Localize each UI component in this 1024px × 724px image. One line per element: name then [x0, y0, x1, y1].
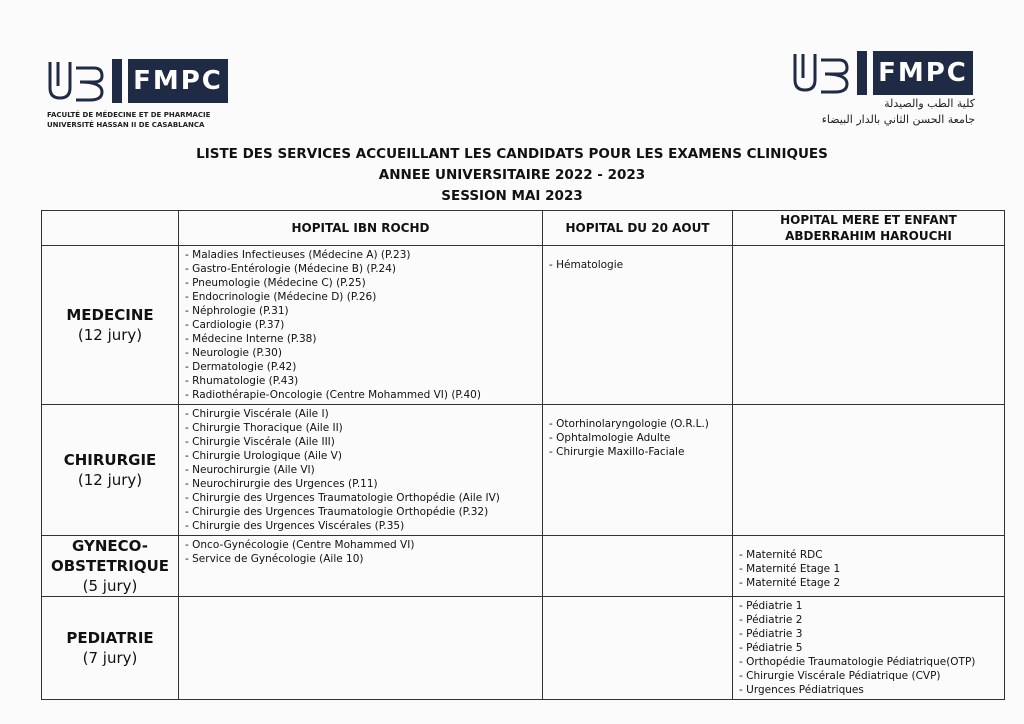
title-line-1: LISTE DES SERVICES ACCUEILLANT LES CANDIDATS POUR LES EXAMENS CLINIQUES: [196, 146, 828, 162]
specialty-name: CHIRURGIE: [63, 451, 157, 469]
list-item: - Dermatologie (P.42): [185, 360, 536, 374]
list-item: - Hématologie: [549, 258, 726, 272]
jury-count: (12 jury): [77, 326, 143, 344]
list-item: - Maladies Infectieuses (Médecine A) (P.23): [185, 248, 536, 262]
list-item: - Chirurgie Thoracique (Aile II): [185, 421, 536, 435]
title-line-3: SESSION MAI 2023: [441, 188, 583, 204]
header-mere-enfant: [733, 211, 1005, 246]
list-item: - Chirurgie Viscérale (Aile I): [185, 407, 536, 421]
list-item: - Onco-Gynécologie (Centre Mohammed VI): [185, 538, 536, 552]
list-item: - Pédiatrie 2: [739, 613, 998, 627]
document-title: [0, 144, 1024, 207]
title-line-2: ANNEE UNIVERSITAIRE 2022 - 2023: [378, 167, 646, 183]
mere-enfant-cell: [733, 405, 1005, 536]
list-item: - Endocrinologie (Médecine D) (P.26): [185, 290, 536, 304]
fmpc-wordmark: FMPC: [122, 59, 228, 103]
specialty-name: GYNECO-: [72, 537, 148, 555]
header-ibn-rochd: HOPITAL IBN ROCHD: [179, 211, 543, 246]
list-item: - Neurochirurgie des Urgences (P.11): [185, 477, 536, 491]
specialty-cell: [42, 405, 179, 536]
mere-enfant-cell: [733, 536, 1005, 597]
list-item: - Pédiatrie 1: [739, 599, 998, 613]
specialty-name: PEDIATRIE: [66, 629, 154, 647]
aout-cell: [543, 246, 733, 405]
list-item: - Pédiatrie 5: [739, 641, 998, 655]
jury-count: (5 jury): [82, 577, 138, 595]
list-item: - Pédiatrie 3: [739, 627, 998, 641]
header-mere-enfant-line1: HOPITAL MERE ET ENFANT: [780, 213, 957, 227]
list-item: - Chirurgie des Urgences Viscérales (P.35): [185, 519, 536, 533]
table-header-row: [42, 211, 1005, 246]
list-item: - Chirurgie Viscérale Pédiatrique (CVP): [739, 669, 998, 683]
list-item: - Urgences Pédiatriques: [739, 683, 998, 697]
list-item: - Ophtalmologie Adulte: [549, 431, 726, 445]
list-item: - Maternité RDC: [739, 548, 998, 562]
jury-count: (12 jury): [77, 471, 143, 489]
fmpc-logo-left: [46, 58, 228, 104]
ibn-rochd-cell: [179, 405, 543, 536]
table-row-pediatrie: [42, 597, 1005, 700]
list-item: - Chirurgie Maxillo-Faciale: [549, 445, 726, 459]
university-line-ar: جامعة الحسن الثاني بالدار البيضاء: [821, 113, 975, 126]
specialty-name: MEDECINE: [66, 306, 154, 324]
fmpc-logo-right: [791, 50, 973, 96]
uh2-monogram-icon: [46, 58, 108, 104]
table-row-chirurgie: [42, 405, 1005, 536]
list-item: - Radiothérapie-Oncologie (Centre Mohammed VI) (P.40): [185, 388, 536, 402]
university-line: UNIVERSITÉ HASSAN II DE CASABLANCA: [47, 121, 205, 129]
list-item: - Cardiologie (P.37): [185, 318, 536, 332]
aout-cell: [543, 405, 733, 536]
aout-cell: [543, 597, 733, 700]
specialty-name-2: OBSTETRIQUE: [50, 557, 169, 575]
ibn-rochd-cell: [179, 597, 543, 700]
list-item: - Neurochirurgie (Aile VI): [185, 463, 536, 477]
ibn-rochd-cell: [179, 246, 543, 405]
specialty-cell: [42, 246, 179, 405]
faculty-line-ar: كلية الطب والصيدلة: [884, 97, 975, 110]
mere-enfant-cell: [733, 246, 1005, 405]
list-item: - Chirurgie Urologique (Aile V): [185, 449, 536, 463]
services-table: [41, 210, 1005, 700]
header-empty: [42, 211, 179, 246]
fmpc-wordmark: FMPC: [867, 51, 973, 95]
list-item: - Orthopédie Traumatologie Pédiatrique(OTP): [739, 655, 998, 669]
list-item: - Néphrologie (P.31): [185, 304, 536, 318]
list-item: - Gastro-Entérologie (Médecine B) (P.24): [185, 262, 536, 276]
list-item: - Otorhinolaryngologie (O.R.L.): [549, 417, 726, 431]
mere-enfant-cell: [733, 597, 1005, 700]
table-row-medecine: [42, 246, 1005, 405]
list-item: - Service de Gynécologie (Aile 10): [185, 552, 536, 566]
ibn-rochd-cell: [179, 536, 543, 597]
jury-count: (7 jury): [82, 649, 138, 667]
uh2-monogram-icon: [791, 50, 853, 96]
list-item: - Neurologie (P.30): [185, 346, 536, 360]
list-item: - Maternité Etage 2: [739, 576, 998, 590]
list-item: - Chirurgie Viscérale (Aile III): [185, 435, 536, 449]
specialty-cell: [42, 536, 179, 597]
list-item: - Pneumologie (Médecine C) (P.25): [185, 276, 536, 290]
list-item: - Médecine Interne (P.38): [185, 332, 536, 346]
list-item: - Rhumatologie (P.43): [185, 374, 536, 388]
header-20-aout: HOPITAL DU 20 AOUT: [543, 211, 733, 246]
specialty-cell: [42, 597, 179, 700]
faculty-name-arabic: [800, 96, 975, 128]
header-mere-enfant-line2: ABDERRAHIM HAROUCHI: [785, 229, 952, 243]
list-item: - Chirurgie des Urgences Traumatologie Orthopédie (P.32): [185, 505, 536, 519]
list-item: - Chirurgie des Urgences Traumatologie Orthopédie (Aile IV): [185, 491, 536, 505]
table-row-gyneco: [42, 536, 1005, 597]
aout-cell: [543, 536, 733, 597]
list-item: - Maternité Etage 1: [739, 562, 998, 576]
faculty-name-french: [47, 110, 247, 130]
faculty-line: FACULTÉ DE MÉDECINE ET DE PHARMACIE: [47, 111, 211, 119]
